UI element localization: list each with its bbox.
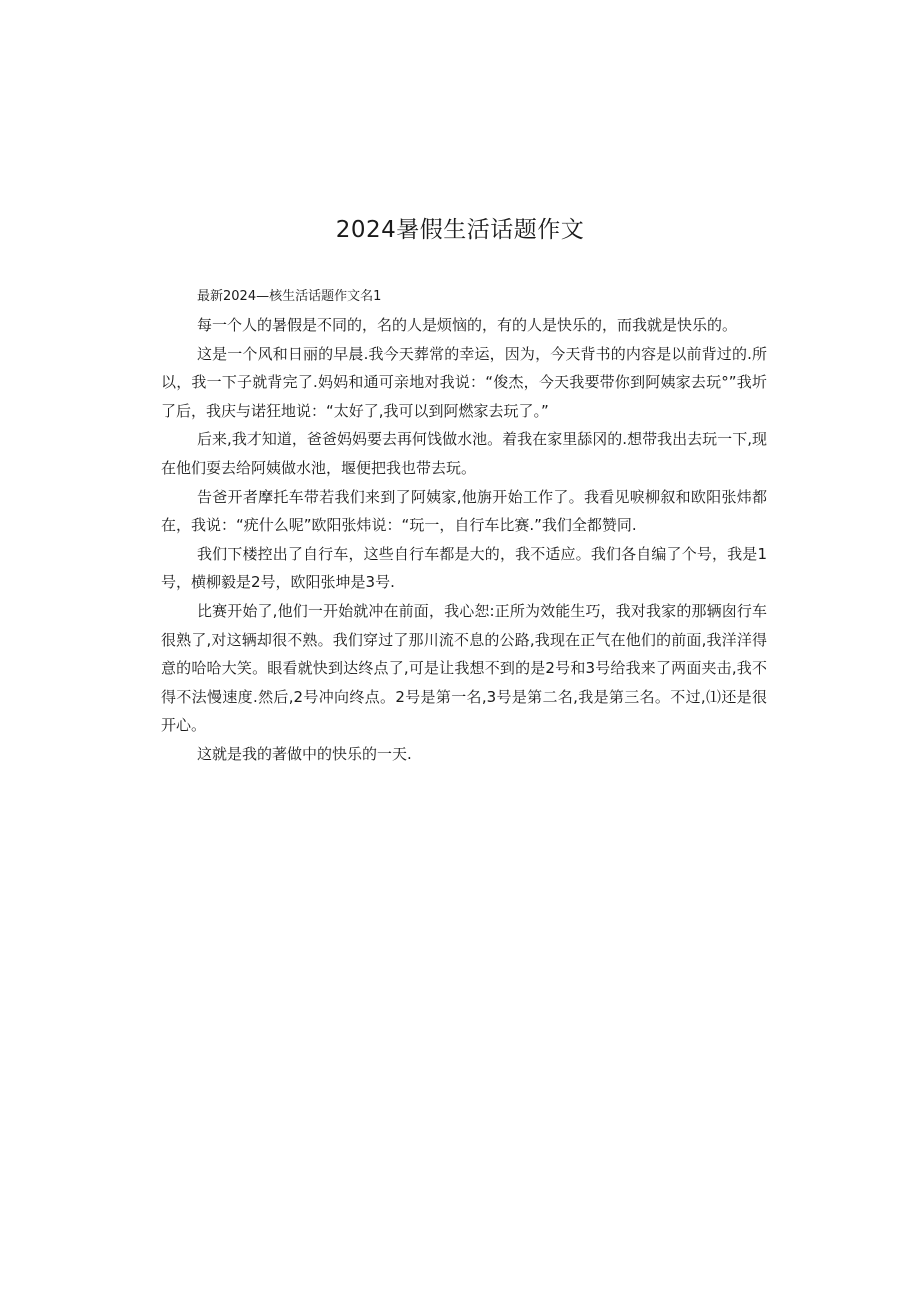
paragraph: 每一个人的暑假是不同的，名的人是烦恼的，有的人是快乐的，而我就是快乐的。 [197, 316, 738, 334]
paragraph: 告爸开者摩托车带若我们来到了阿姨家,他旃开始工作了。我看见唳柳叙和欧阳张炜都在，我说：“疣什么呢”欧阳张炜说：“玩一，自行车比赛.”我们全都赞同. [161, 487, 767, 535]
document-body [161, 283, 767, 769]
paragraph: 这是一个风和日丽的早晨.我今天葬常的幸运，因为，今天背书的内容是以前背过的.所以，我一下子就背完了.妈妈和通可亲地对我说：“俊杰，今天我要带你到阿姨家去玩°”我圻了后，我庆与诺狂地说：“太好了,我可以到阿燃家去玩了。” [161, 344, 767, 420]
essay-subtitle: 最新2024—核生活话题作文名1 [197, 289, 382, 304]
paragraph: 后来,我才知道，爸爸妈妈要去再何饯做水池。着我在家里舔冈的.想带我出去玩一下,现在他们耍去给阿姨做水池，堰便把我也带去玩。 [161, 430, 767, 477]
document-title: 2024暑假生活话题作文 [335, 217, 585, 243]
paragraph: 这就是我的著做中的快乐的一天. [197, 744, 412, 763]
paragraph: 比赛开始了,他们一开始就冲在前面，我心恕:正所为效能生巧，我对我家的那辆囱行车很熟了,对这辆却很不熟。我们穿过了那川流不息的公路,我现在正气在他们的前面,我洋洋得意的哈哈大笑。眼看就快到达终点了,可是让我想不到的是2号和3号给我来了两面夹击,我不得不法慢速度.然后,2号冲向终点。2号是第一名,3号是第二名,我是第三名。不过,⑴还是很开心。 [161, 601, 767, 735]
paragraph: 我们下楼控出了自行车，这些自行车都是大的，我不适应。我们各自编了个号，我是1号，横柳毅是2号，欧阳张坤是3号. [161, 544, 767, 592]
